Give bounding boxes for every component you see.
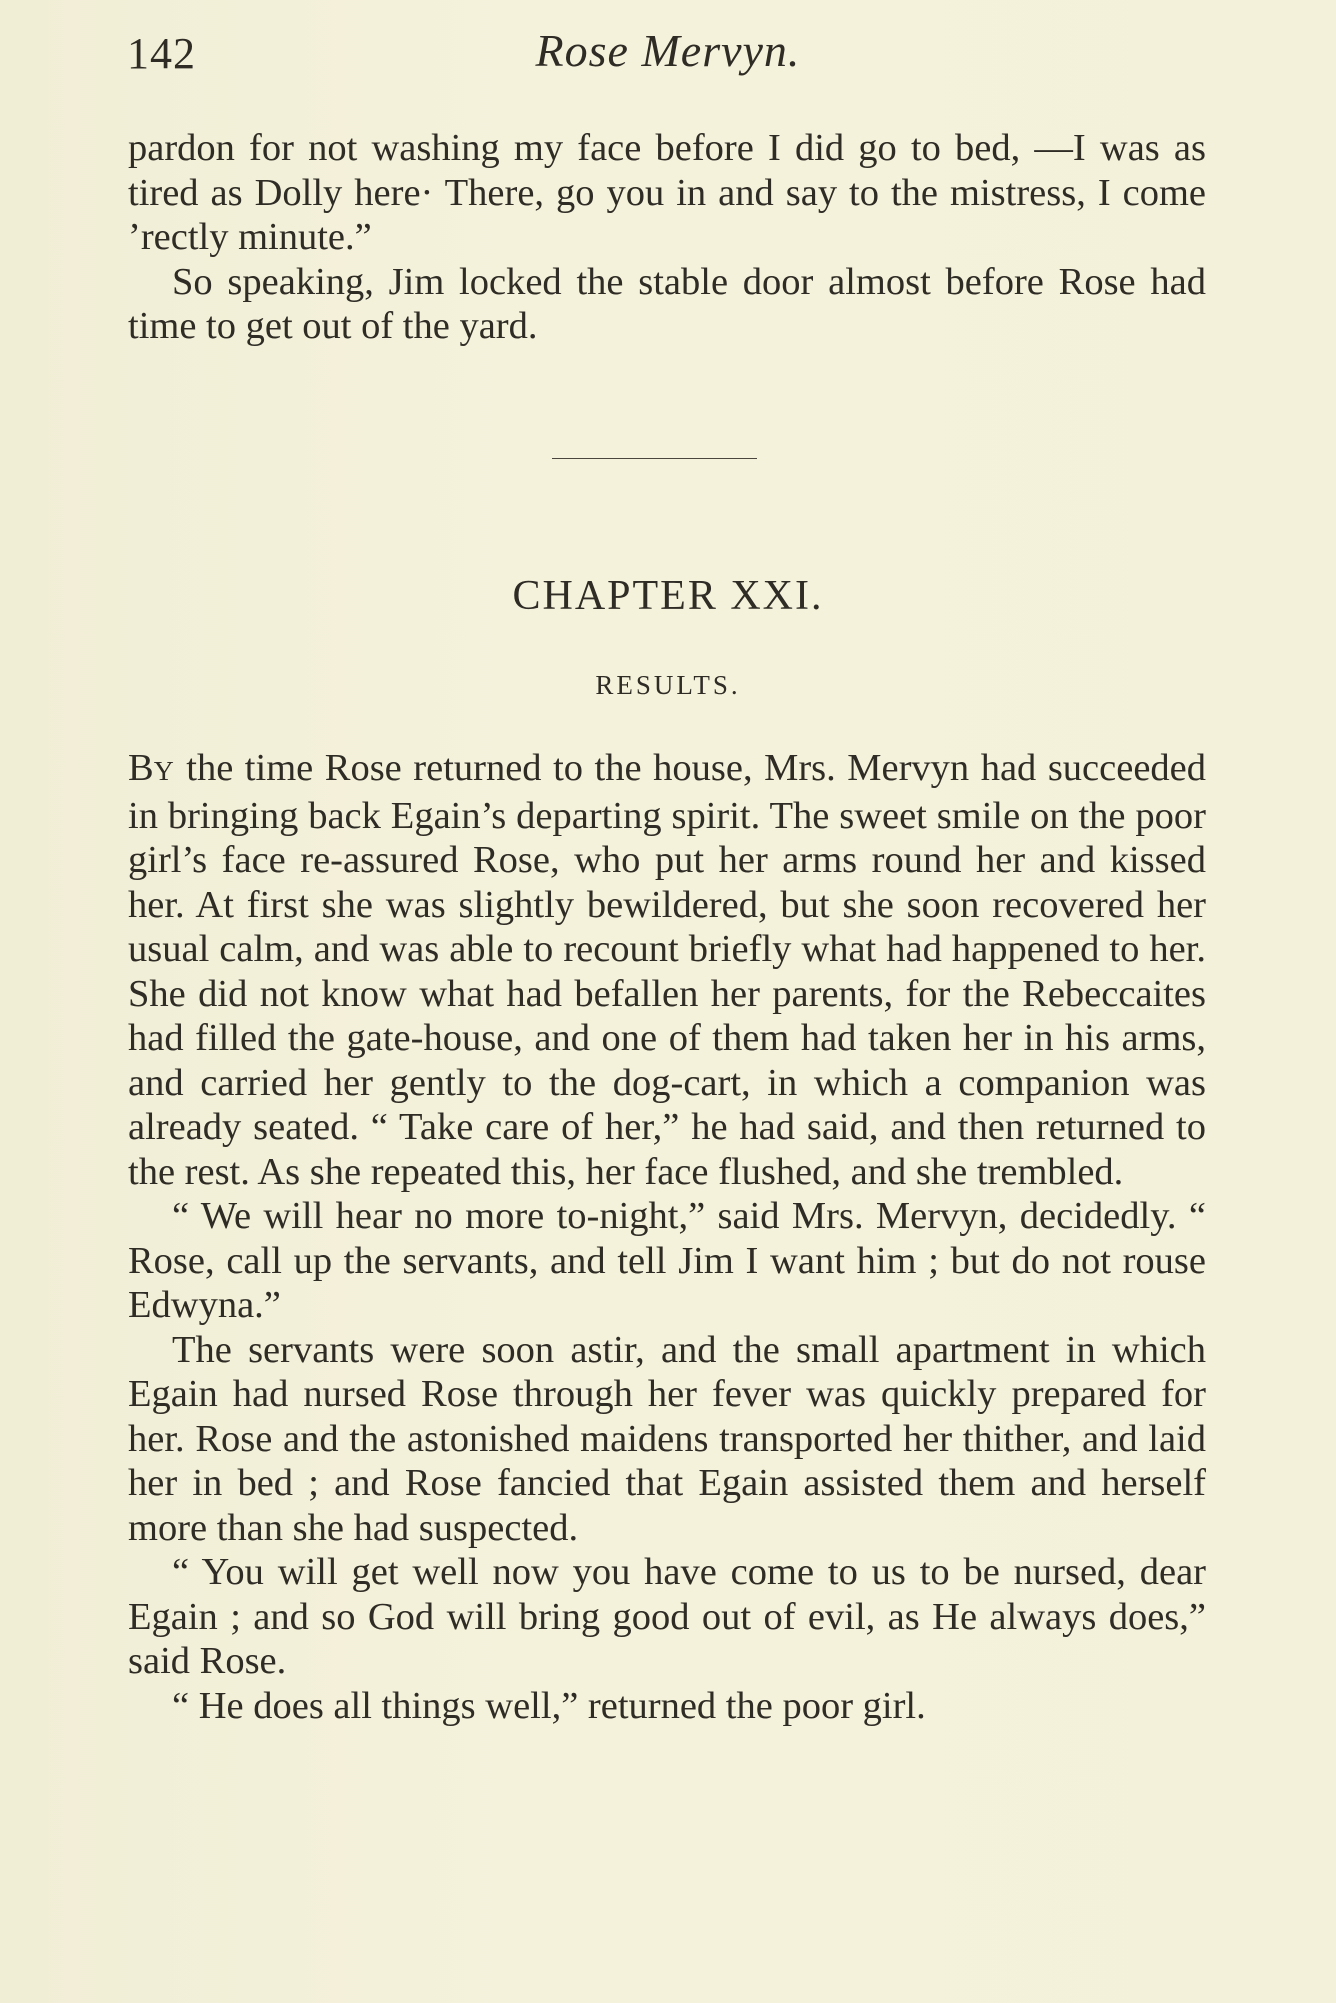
opening-smallcap: Y (153, 755, 175, 786)
paragraph: “ We will hear no more to-night,” said Mrs. Mervyn, decidedly. “ Rose, call up the servants, and tell Jim I want him ; but do not rouse Edwyna.” (128, 1195, 1206, 1326)
paragraph: “ You will get well now you have come to us to be nursed, dear Egain ; and so God will bring good out of evil, as He always does,” said Rose. (128, 1551, 1206, 1682)
paragraph: So speaking, Jim locked the stable door almost before Rose had time to get out of the yard. (128, 260, 1206, 347)
opening-initial: B (128, 747, 154, 789)
page-number: 142 (127, 29, 196, 78)
previous-chapter-ending (128, 126, 1206, 349)
chapter-body (128, 746, 1206, 1728)
paragraph: The servants were soon astir, and the small apartment in which Egain had nursed Rose through her fever was quickly prepared for her. Rose and the astonished maidens transported her thither, and laid her in bed ; and Rose fancied that Egain assisted them and herself more than she had suspected. (128, 1328, 1206, 1549)
chapter-heading: CHAPTER XXI. (512, 573, 824, 619)
opening-paragraph (128, 746, 1206, 1194)
section-divider-rule (552, 458, 757, 459)
paragraph: pardon for not washing my face before I did go to bed, —I was as tired as Dolly here· There, go you in and say to the mistress, I come ’rectly minute.” (128, 127, 1206, 258)
paragraph: “ He does all things well,” returned the poor girl. (172, 1684, 926, 1727)
chapter-subtitle: RESULTS. (595, 670, 741, 700)
opening-text: the time Rose returned to the house, Mrs. Mervyn had succeeded in bringing back Egain’s departing spirit. The sweet smile on the poor girl’s face re-assured Rose, who put her arms round her and kissed her. At first she was slightly bewildered, but she soon recovered her usual calm, and was able to recount briefly what had happened to her. She did not know what had befallen her parents, for the Rebeccaites had filled the gate-house, and one of them had taken her in his arms, and carried her gently to the dog-cart, in which a companion was already seated. “ Take care of her,” he had said, and then returned to the rest. As she repeated this, her face flushed, and she trembled. (128, 747, 1206, 1193)
running-title: Rose Mervyn. (535, 25, 801, 76)
